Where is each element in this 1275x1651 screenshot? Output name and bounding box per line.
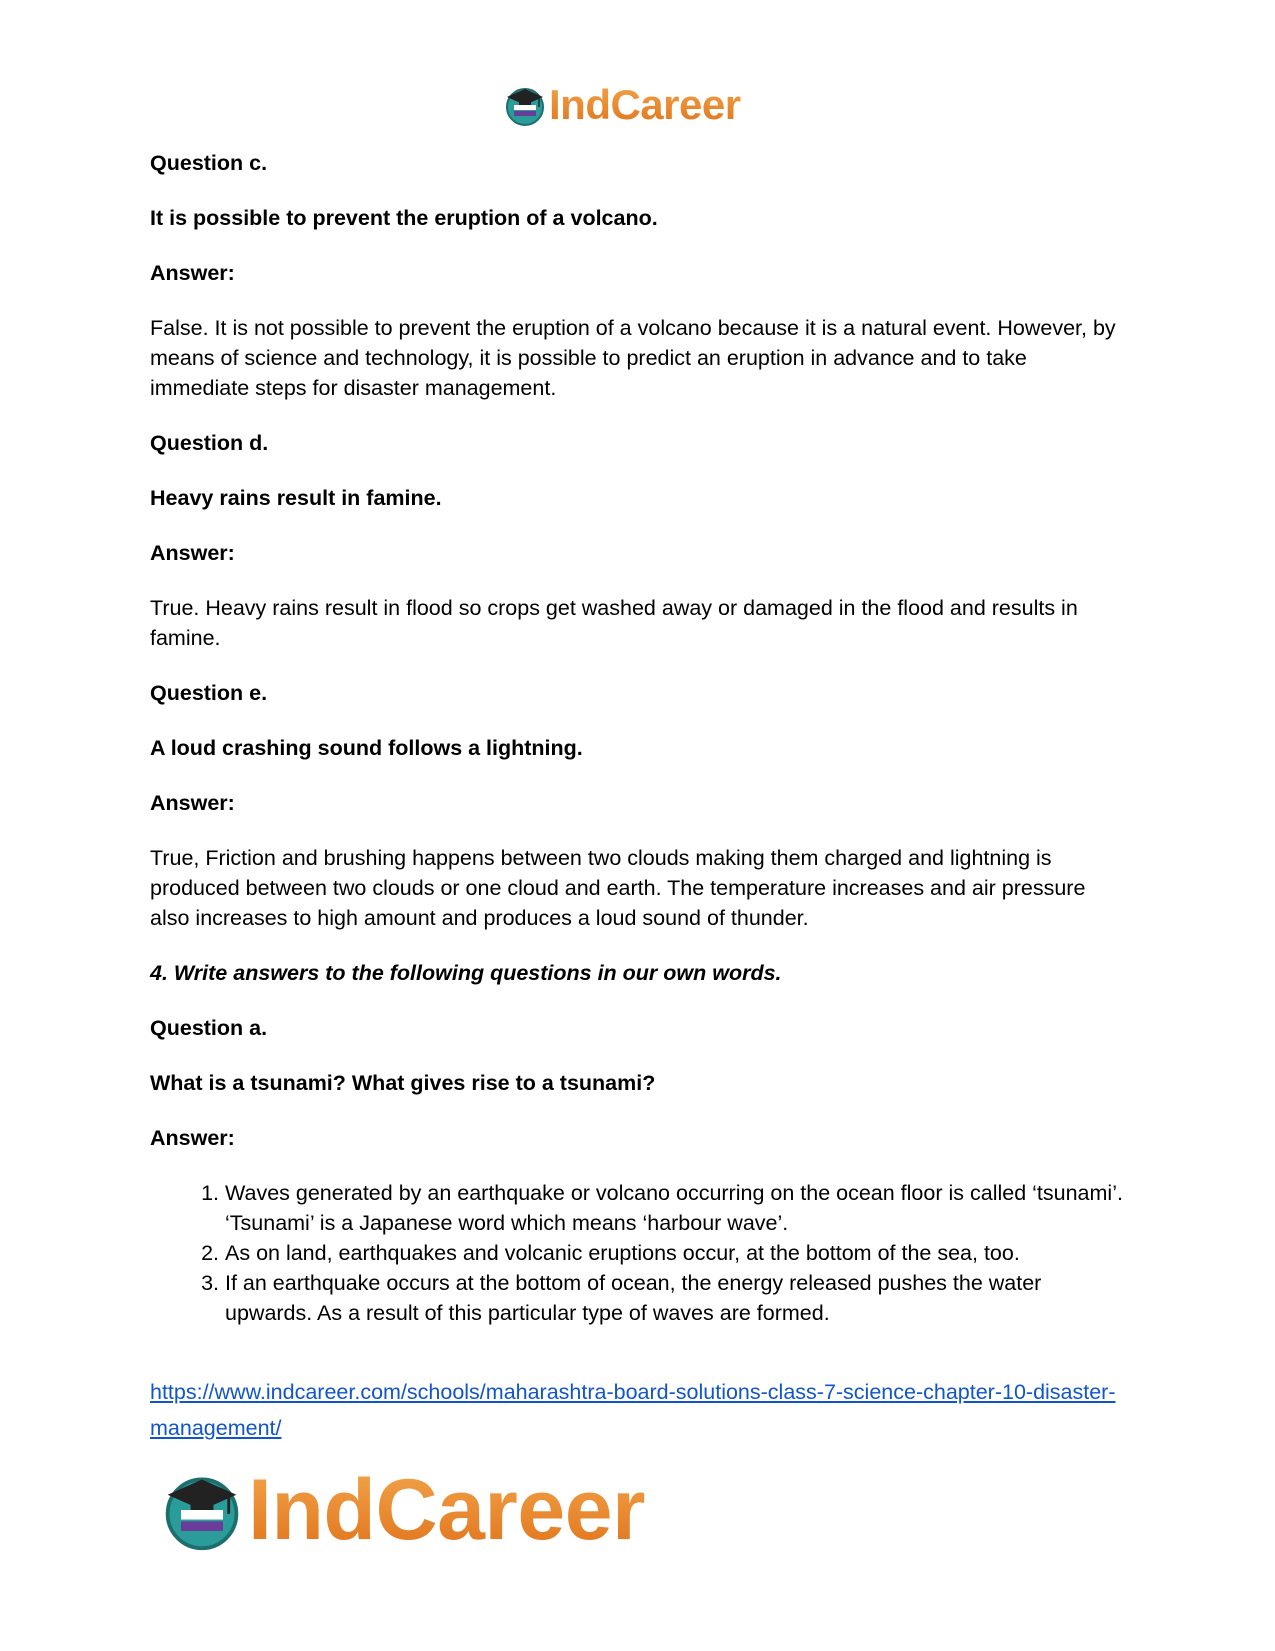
logo-wordmark: IndCareer — [549, 81, 741, 128]
question-e-heading: Question e. — [150, 681, 268, 705]
question-d-text: Heavy rains result in famine. — [150, 486, 442, 510]
answer-label: Answer: — [150, 541, 235, 565]
logo-wordmark: IndCareer — [248, 1462, 645, 1558]
answer-d-text: True. Heavy rains result in flood so crops get washed away or damaged in the flood and results in famine. — [150, 596, 1078, 650]
footer-logo — [160, 1462, 645, 1558]
answer-c-text: False. It is not possible to prevent the eruption of a volcano because it is a natural event. However, by means of science and technology, it is possible to predict an eruption in advance and to take immediate steps for disaster management. — [150, 316, 1116, 400]
answer-label: Answer: — [150, 791, 235, 815]
question-c-heading: Question c. — [150, 151, 268, 175]
question-d-heading: Question d. — [150, 431, 269, 455]
list-item: 3. If an earthquake occurs at the bottom of ocean, the energy released pushes the water upwards. As a result of this particular type of waves are formed. — [225, 1268, 1130, 1328]
question-a-text: What is a tsunami? What gives rise to a tsunami? — [150, 1071, 656, 1095]
graduation-cap-globe-icon — [160, 1468, 244, 1552]
section-heading: 4. Write answers to the following questions in our own words. — [150, 961, 782, 985]
document-body — [150, 148, 1130, 1446]
list-item: 1. Waves generated by an earthquake or volcano occurring on the ocean floor is called ‘tsunami’. ‘Tsunami’ is a Japanese word which means ‘harbour wave’. — [225, 1178, 1130, 1238]
question-c-text: It is possible to prevent the eruption of a volcano. — [150, 206, 658, 230]
answer-e-text: True, Friction and brushing happens between two clouds making them charged and lightning is produced between two clouds or one cloud and earth. The temperature increases and air pressure also increases to high amount and produces a loud sound of thunder. — [150, 846, 1086, 930]
list-item: 2. As on land, earthquakes and volcanic eruptions occur, at the bottom of the sea, too. — [225, 1238, 1130, 1268]
question-e-text: A loud crashing sound follows a lightning. — [150, 736, 583, 760]
answer-label: Answer: — [150, 1126, 235, 1150]
header-logo — [503, 82, 741, 128]
graduation-cap-globe-icon — [503, 83, 547, 127]
answer-label: Answer: — [150, 261, 235, 285]
question-a-heading: Question a. — [150, 1016, 268, 1040]
source-link[interactable]: https://www.indcareer.com/schools/maharashtra-board-solutions-class-7-science-chapter-10-disaster-management/ — [150, 1380, 1116, 1440]
answer-a-list — [150, 1178, 1130, 1328]
